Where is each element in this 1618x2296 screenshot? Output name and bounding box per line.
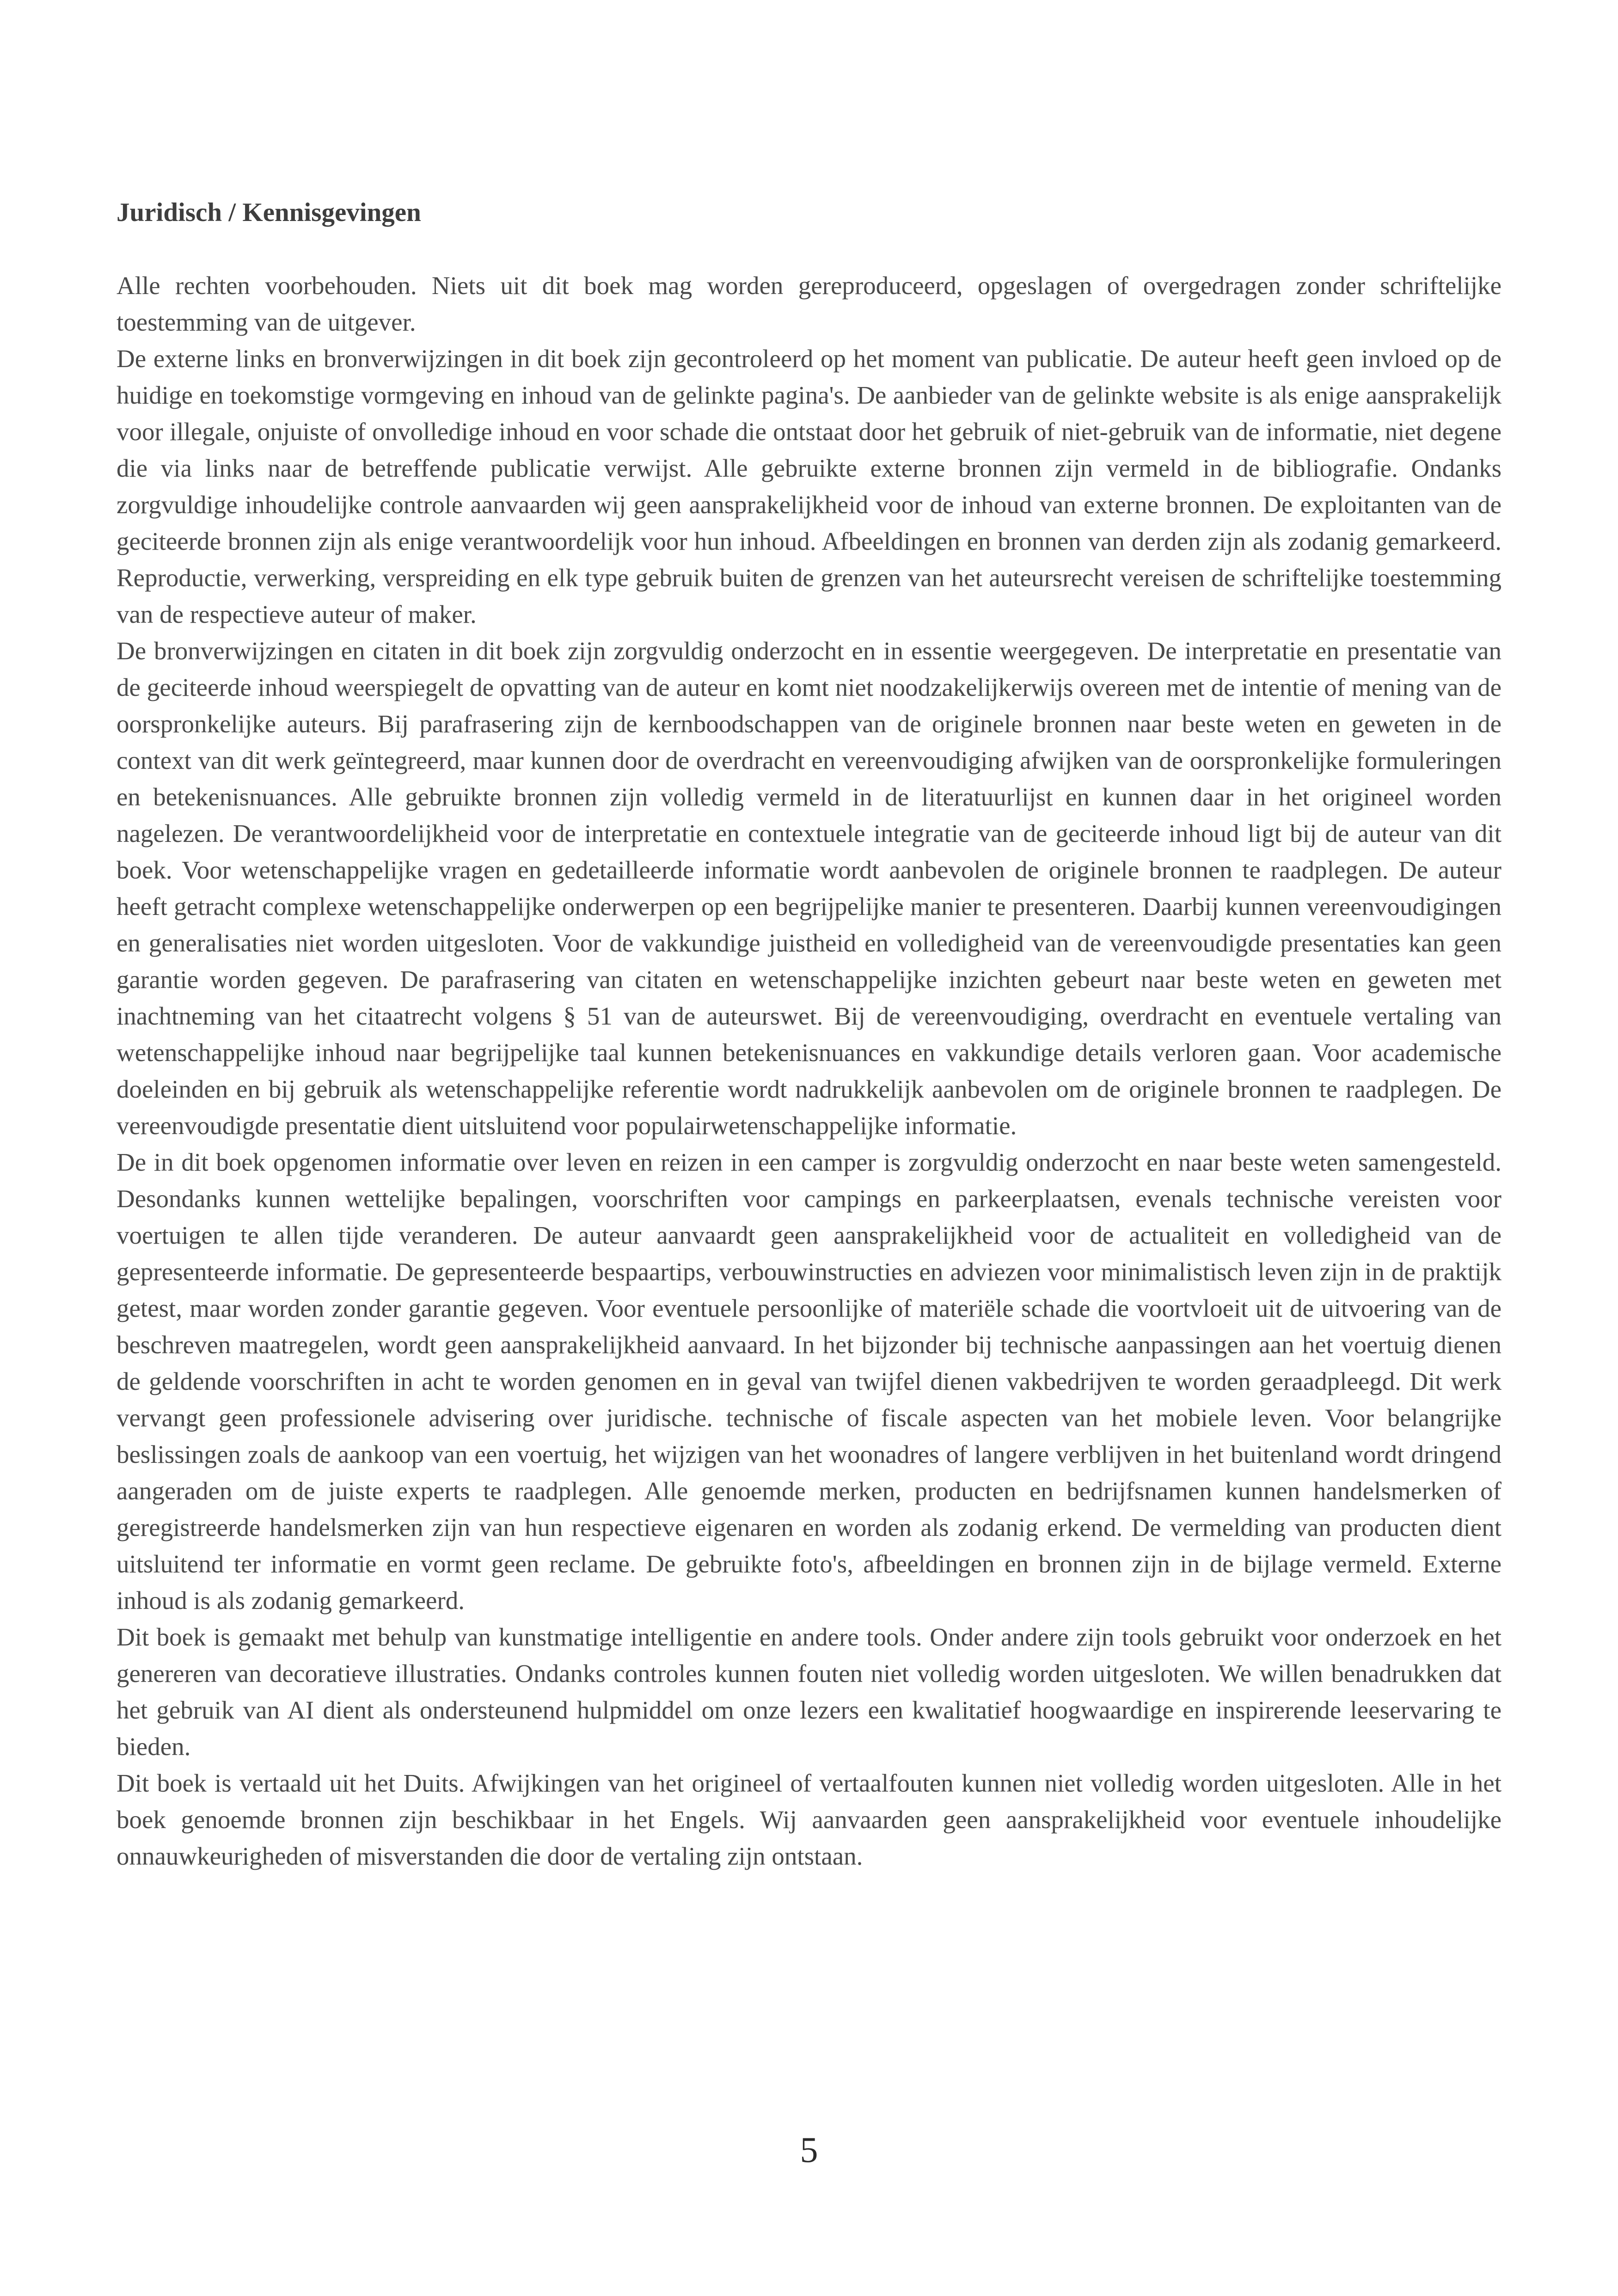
paragraph-citations: De bronverwijzingen en citaten in dit boek zijn zorgvuldig onderzocht en in essentie weergegeven. De interpretatie en presentatie van de geciteerde inhoud weerspiegelt de opvatting van de auteur en komt niet noodzakelijkerwijs overeen met de intentie of mening van de oorspronkelijke auteurs. Bij parafrasering zijn de kernboodschappen van de originele bronnen naar beste weten en geweten in de context van dit werk geïntegreerd, maar kunnen door de overdracht en vereenvoudiging afwijken van de oorspronkelijke formuleringen en betekenisnuances. Alle gebruikte bronnen zijn volledig vermeld in de literatuurlijst en kunnen daar in het origineel worden nagelezen. De verantwoordelijkheid voor de interpretatie en contextuele integratie van de geciteerde inhoud ligt bij de auteur van dit boek. Voor wetenschappelijke vragen en gedetailleerde informatie wordt aanbevolen de originele bronnen te raadplegen. De auteur heeft getracht complexe wetenschappelijke onderwerpen op een begrijpelijke manier te presenteren. Daarbij kunnen vereenvoudigingen en generalisaties niet worden uitgesloten. Voor de vakkundige juistheid en volledigheid van de vereenvoudigde presentaties kan geen garantie worden gegeven. De parafrasering van citaten en wetenschappelijke inzichten gebeurt naar beste weten en geweten met inachtneming van het citaatrecht volgens § 51 van de auteurswet. Bij de vereenvoudiging, overdracht en eventuele vertaling van wetenschappelijke inhoud naar begrijpelijke taal kunnen betekenisnuances en vakkundige details verloren gaan. Voor academische doeleinden en bij gebruik als wetenschappelijke referentie wordt nadrukkelijk aanbevolen om de originele bronnen te raadplegen. De vereenvoudigde presentatie dient uitsluitend voor populairwetenschappelijke informatie.	[116, 637, 1502, 1140]
paragraph-translation: Dit boek is vertaald uit het Duits. Afwijkingen van het origineel of vertaalfouten kunnen niet volledig worden uitgesloten. Alle in het boek genoemde bronnen zijn beschikbaar in het Engels. Wij aanvaarden geen aansprakelijkheid voor eventuele inhoudelijke onnauwkeurigheden of misverstanden die door de vertaling zijn ontstaan.	[116, 1769, 1502, 1870]
paragraph-copyright: Alle rechten voorbehouden. Niets uit dit boek mag worden gereproduceerd, opgeslagen of overgedragen zonder schriftelijke toestemming van de uitgever.	[116, 271, 1502, 336]
paragraph-camper-information: De in dit boek opgenomen informatie over leven en reizen in een camper is zorgvuldig onderzocht en naar beste weten samengesteld. Desondanks kunnen wettelijke bepalingen, voorschriften voor campings en parkeerplaatsen, evenals technische vereisten voor voertuigen te allen tijde veranderen. De auteur aanvaardt geen aansprakelijkheid voor de actualiteit en volledigheid van de gepresenteerde informatie. De gepresenteerde bespaartips, verbouwinstructies en adviezen voor minimalistisch leven zijn in de praktijk getest, maar worden zonder garantie gegeven. Voor eventuele persoonlijke of materiële schade die voortvloeit uit de uitvoering van de beschreven maatregelen, wordt geen aansprakelijkheid aanvaard. In het bijzonder bij technische aanpassingen aan het voertuig dienen de geldende voorschriften in acht te worden genomen en in geval van twijfel dienen vakbedrijven te worden geraadpleegd. Dit werk vervangt geen professionele advisering over juridische. technische of fiscale aspecten van het mobiele leven. Voor belangrijke beslissingen zoals de aankoop van een voertuig, het wijzigen van het woonadres of langere verblijven in het buitenland wordt dringend aangeraden om de juiste experts te raadplegen. Alle genoemde merken, producten en bedrijfsnamen kunnen handelsmerken of geregistreerde handelsmerken zijn van hun respectieve eigenaren en worden als zodanig erkend. De vermelding van producten dient uitsluitend ter informatie en vormt geen reclame. De gebruikte foto's, afbeeldingen en bronnen zijn in de bijlage vermeld. Externe inhoud is als zodanig gemarkeerd.	[116, 1148, 1502, 1615]
page-content	[116, 194, 1502, 1874]
paragraph-ai-usage: Dit boek is gemaakt met behulp van kunstmatige intelligentie en andere tools. Onder andere zijn tools gebruikt voor onderzoek en het genereren van decoratieve illustraties. Ondanks controles kunnen fouten niet volledig worden uitgesloten. We willen benadrukken dat het gebruik van AI dient als ondersteunend hulpmiddel om onze lezers een kwalitatief hoogwaardige en inspirerende leeservaring te bieden.	[116, 1623, 1502, 1761]
paragraph-external-links: De externe links en bronverwijzingen in dit boek zijn gecontroleerd op het moment van publicatie. De auteur heeft geen invloed op de huidige en toekomstige vormgeving en inhoud van de gelinkte pagina's. De aanbieder van de gelinkte website is als enige aansprakelijk voor illegale, onjuiste of onvolledige inhoud en voor schade die ontstaat door het gebruik of niet-gebruik van de informatie, niet degene die via links naar de betreffende publicatie verwijst. Alle gebruikte externe bronnen zijn vermeld in de bibliografie. Ondanks zorgvuldige inhoudelijke controle aanvaarden wij geen aansprakelijkheid voor de inhoud van externe bronnen. De exploitanten van de geciteerde bronnen zijn als enige verantwoordelijk voor hun inhoud. Afbeeldingen en bronnen van derden zijn als zodanig gemarkeerd. Reproductie, verwerking, verspreiding en elk type gebruik buiten de grenzen van het auteursrecht vereisen de schriftelijke toestemming van de respectieve auteur of maker.	[116, 344, 1502, 628]
page-heading: Juridisch / Kennisgevingen	[116, 198, 421, 227]
page-number: 5	[800, 2130, 818, 2170]
